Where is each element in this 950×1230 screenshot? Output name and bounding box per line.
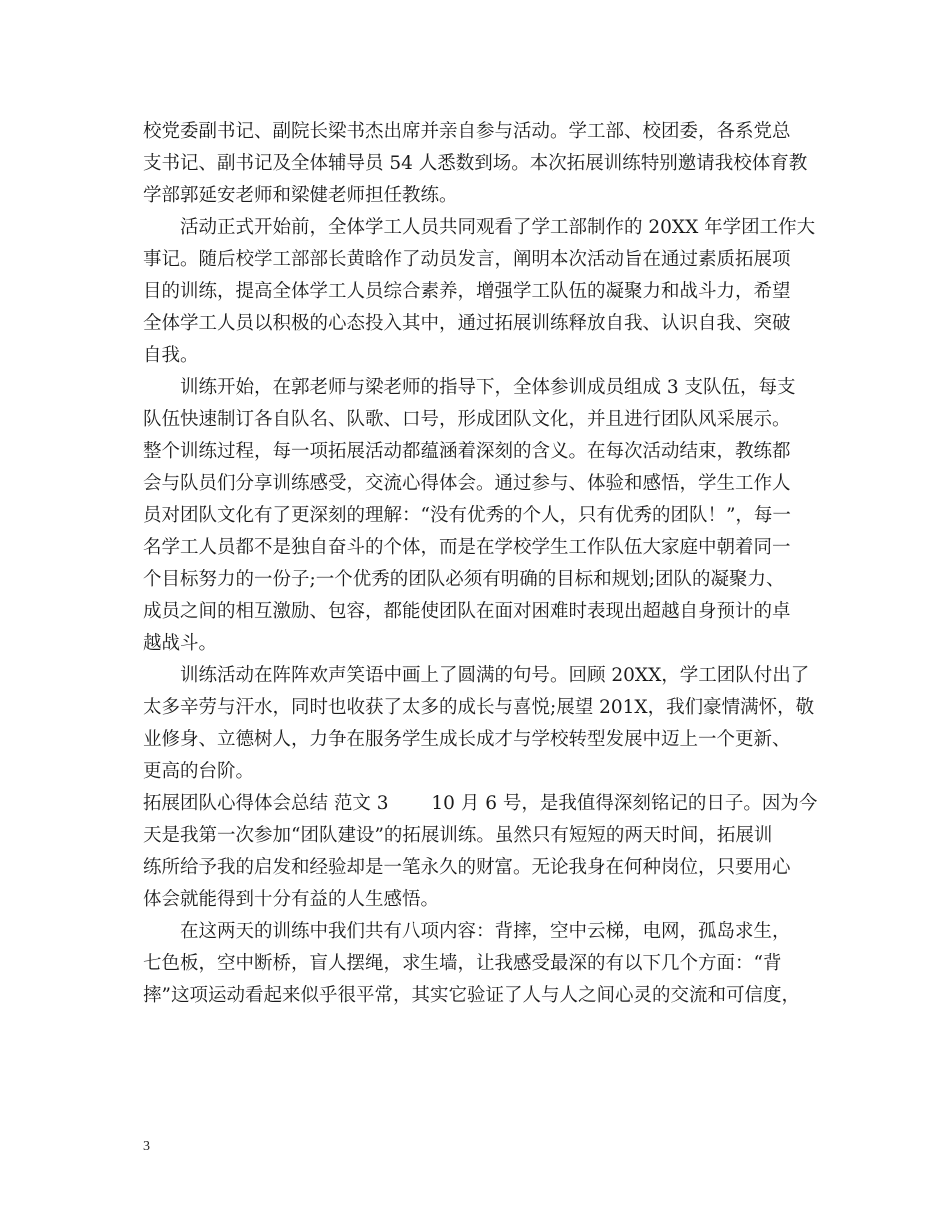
text-line: 整个训练过程，每一项拓展活动都蕴涵着深刻的含义。在每次活动结束，教练都 xyxy=(143,441,791,462)
text-line: 事记。随后校学工部部长黄晗作了动员发言，阐明本次活动旨在通过素质拓展项 xyxy=(143,249,791,270)
text-line: 在这两天的训练中我们共有八项内容：背摔，空中云梯，电网，孤岛求生， xyxy=(143,921,791,942)
text-line: 会与队员们分享训练感受，交流心得体会。通过参与、体验和感悟，学生工作人 xyxy=(143,473,791,494)
text-line: 业修身、立德树人，力争在服务学生成长成才与学校转型发展中迈上一个更新、 xyxy=(143,729,791,750)
text-line: 员对团队文化有了更深刻的理解：“没有优秀的个人，只有优秀的团队！”，每一 xyxy=(143,505,791,526)
text-line: 训练活动在阵阵欢声笑语中画上了圆满的句号。回顾 20XX，学工团队付出了 xyxy=(143,665,810,686)
text-line: 队伍快速制订各自队名、队歌、口号，形成团队文化，并且进行团队风采展示。 xyxy=(143,409,791,430)
text-line: 个目标努力的一份子;一个优秀的团队必须有明确的目标和规划;团队的凝聚力、 xyxy=(143,569,785,590)
text-line: 名学工人员都不是独自奋斗的个体，而是在学校学生工作队伍大家庭中朝着同一 xyxy=(143,537,791,558)
text-line: 太多辛劳与汗水，同时也收获了太多的成长与喜悦;展望 201X，我们豪情满怀，敬 xyxy=(143,697,815,718)
text-line: 拓展团队心得体会总结 范文 3 10 月 6 号，是我值得深刻铭记的日子。因为今 xyxy=(143,793,818,814)
text-line: 支书记、副书记及全体辅导员 54 人悉数到场。本次拓展训练特别邀请我校体育教 xyxy=(143,153,808,174)
text-line: 训练开始，在郭老师与梁老师的指导下，全体参训成员组成 3 支队伍，每支 xyxy=(143,377,796,398)
body-text xyxy=(143,116,818,1012)
text-line: 校党委副书记、副院长梁书杰出席并亲自参与活动。学工部、校团委，各系党总 xyxy=(143,121,791,142)
text-line: 更高的台阶。 xyxy=(143,761,255,782)
text-line: 体会就能得到十分有益的人生感悟。 xyxy=(143,889,440,910)
text-line: 目的训练，提高全体学工人员综合素养，增强学工队伍的凝聚力和战斗力，希望 xyxy=(143,281,791,302)
text-line: 摔”这项运动看起来似乎很平常，其实它验证了人与人之间心灵的交流和可信度， xyxy=(143,985,800,1006)
text-line: 天是我第一次参加“团队建设”的拓展训练。虽然只有短短的两天时间，拓展训 xyxy=(143,825,773,846)
text-line: 练所给予我的启发和经验却是一笔永久的财富。无论我身在何种岗位，只要用心 xyxy=(143,857,791,878)
page-number: 3 xyxy=(143,1139,150,1154)
text-line: 越战斗。 xyxy=(143,633,218,654)
text-line: 成员之间的相互激励、包容，都能使团队在面对困难时表现出超越自身预计的卓 xyxy=(143,601,791,622)
text-line: 活动正式开始前，全体学工人员共同观看了学工部制作的 20XX 年学团工作大 xyxy=(143,217,816,238)
text-line: 自我。 xyxy=(143,345,199,366)
text-line: 全体学工人员以积极的心态投入其中，通过拓展训练释放自我、认识自我、突破 xyxy=(143,313,791,334)
text-line: 七色板，空中断桥，盲人摆绳，求生墙，让我感受最深的有以下几个方面：“背 xyxy=(143,953,782,974)
text-line: 学部郭延安老师和梁健老师担任教练。 xyxy=(143,185,458,206)
